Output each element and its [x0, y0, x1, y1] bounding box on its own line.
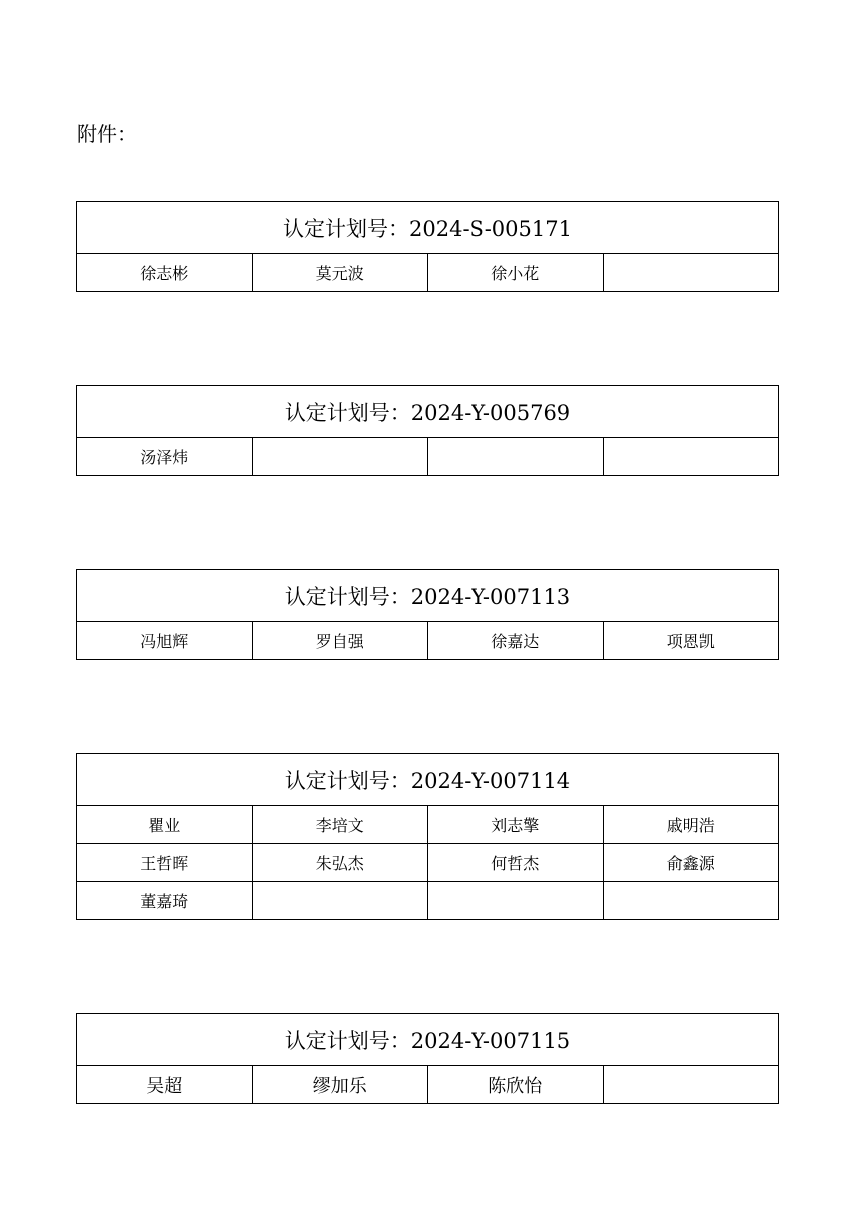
name-cell: 王哲晖 [77, 844, 253, 882]
name-cell [603, 438, 779, 476]
plan-number-header: 认定计划号：2024-S-005171 [77, 202, 779, 254]
name-cell: 缪加乐 [252, 1066, 428, 1104]
table-row [77, 1066, 779, 1104]
name-cell [603, 882, 779, 920]
name-cell: 汤泽炜 [77, 438, 253, 476]
plan-number-header: 认定计划号：2024-Y-007115 [77, 1014, 779, 1066]
name-cell: 朱弘杰 [252, 844, 428, 882]
name-cell [252, 438, 428, 476]
name-cell: 戚明浩 [603, 806, 779, 844]
table-row [77, 622, 779, 660]
table-row [77, 806, 779, 844]
plan-number-header: 认定计划号：2024-Y-007114 [77, 754, 779, 806]
name-cell: 徐嘉达 [428, 622, 604, 660]
plan-table [76, 753, 779, 920]
name-cell: 徐小花 [428, 254, 604, 292]
name-cell: 冯旭辉 [77, 622, 253, 660]
name-cell: 项恩凯 [603, 622, 779, 660]
plan-number-header: 认定计划号：2024-Y-007113 [77, 570, 779, 622]
name-cell: 刘志擎 [428, 806, 604, 844]
table-row [77, 438, 779, 476]
table-row [77, 882, 779, 920]
name-cell: 董嘉琦 [77, 882, 253, 920]
plan-table [76, 569, 779, 660]
name-cell: 何哲杰 [428, 844, 604, 882]
name-cell: 徐志彬 [77, 254, 253, 292]
name-cell: 李培文 [252, 806, 428, 844]
name-cell: 莫元波 [252, 254, 428, 292]
plan-table [76, 201, 779, 292]
name-cell [428, 882, 604, 920]
name-cell [603, 254, 779, 292]
name-cell: 罗自强 [252, 622, 428, 660]
name-cell: 俞鑫源 [603, 844, 779, 882]
attachment-label: 附件： [77, 122, 137, 146]
table-row [77, 254, 779, 292]
name-cell: 吴超 [77, 1066, 253, 1104]
name-cell [603, 1066, 779, 1104]
name-cell [428, 438, 604, 476]
name-cell: 瞿业 [77, 806, 253, 844]
table-row [77, 844, 779, 882]
plan-table [76, 1013, 779, 1104]
plan-number-header: 认定计划号：2024-Y-005769 [77, 386, 779, 438]
plan-table [76, 385, 779, 476]
name-cell [252, 882, 428, 920]
name-cell: 陈欣怡 [428, 1066, 604, 1104]
